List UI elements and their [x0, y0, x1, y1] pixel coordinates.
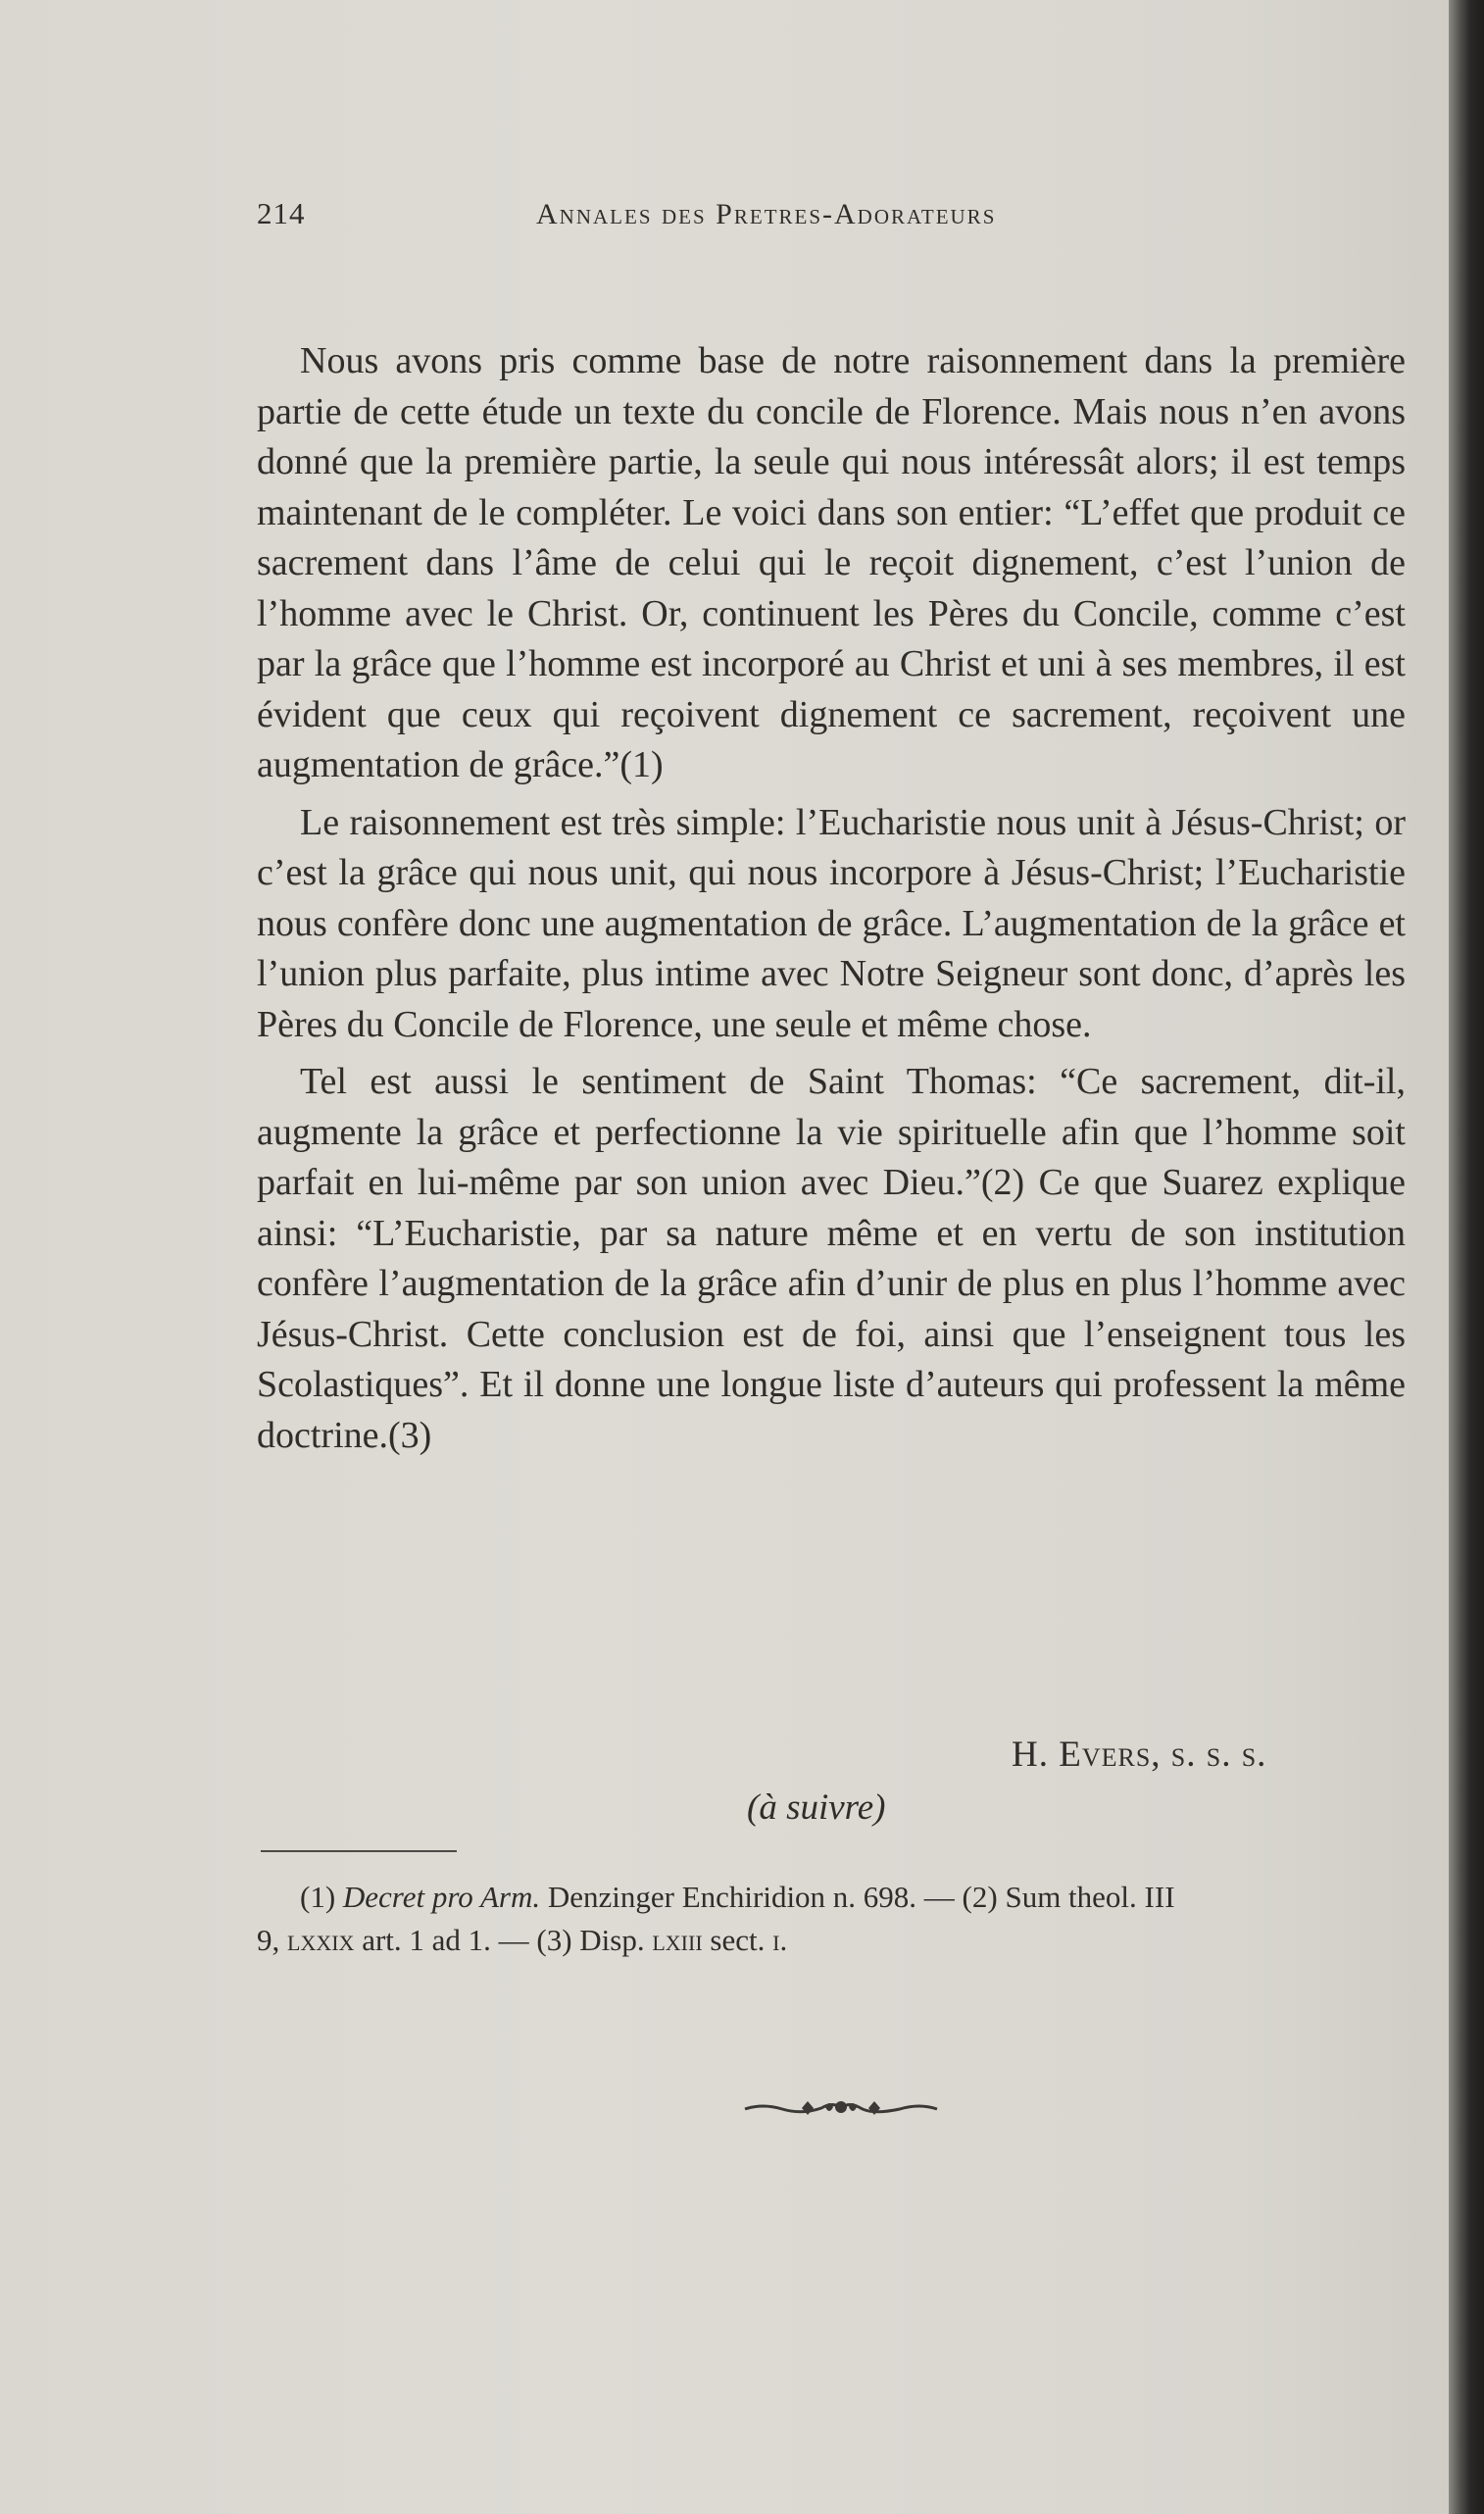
footnote-rest-2: sect. — [710, 1923, 766, 1957]
footnote-part: III — [1144, 1880, 1175, 1914]
footnote-text: Denzinger Enchiridion n. 698. — (2) Sum theol. — [547, 1880, 1137, 1914]
footnote-line-2 — [257, 1919, 1413, 1962]
footnote-roman-2: lxiii — [652, 1923, 703, 1957]
book-spine-edge — [1449, 0, 1484, 2514]
ornament-divider — [743, 2093, 939, 2123]
footnote-title: Decret pro Arm. — [342, 1880, 541, 1914]
author-order: s. s. s. — [1170, 1735, 1267, 1775]
paragraph-3: Tel est aussi le sentiment de Saint Thomas: “Ce sacrement, dit-il, augmente la grâce et perfectionne la vie spirituelle afin que l’homme soit parfait en lui-même par son union avec Dieu.”(2) Ce que Suarez explique ainsi: “L’Eucharistie, par sa nature même et en vertu de son institution confère l’augmentation de la grâce afin d’unir de plus en plus l’homme avec Jésus-Christ. Cette conclusion est de foi, ainsi que l’enseignent tous les Scolastiques”. Et il donne une longue liste d’auteurs qui professent la même doctrine.(3) — [257, 1061, 1406, 1456]
paragraph-2: Le raisonnement est très simple: l’Eucharistie nous unit à Jésus-Christ; or c’est la grâce qui nous unit, qui nous incorpore à Jésus-Christ; l’Eucharistie nous confère donc une augmentation de grâce. L’augmentation de la grâce et l’union plus parfaite, plus intime avec Notre Seigneur sont donc, d’après les Pères du Concile de Florence, une seule et même chose. — [257, 801, 1406, 1045]
page-header — [257, 196, 1413, 245]
to-be-continued: (à suivre) — [747, 1787, 886, 1828]
author-name: H. Evers, — [1012, 1735, 1162, 1775]
footnote-roman-1: lxxix — [287, 1923, 355, 1957]
page-number: 214 — [257, 196, 306, 230]
footnotes — [257, 1876, 1413, 1962]
running-title: Annales des Pretres-Adorateurs — [536, 198, 997, 230]
footnote-rest-1: art. 1 ad 1. — (3) Disp. — [362, 1923, 645, 1957]
body-text — [257, 336, 1406, 1468]
footnote-question: 9, — [257, 1923, 280, 1957]
paragraph-1: Nous avons pris comme base de notre raisonnement dans la première partie de cette étude un texte du concile de Florence. Mais nous n’en avons donné que la première partie, la seule qui nous intéressât alors; il est temps maintenant de le compléter. Le voici dans son entier: “L’effet que produit ce sacrement dans l’âme de celui qui le reçoit dignement, c’est l’union de l’homme avec le Christ. Or, continuent les Pères du Concile, comme c’est par la grâce que l’homme est incorporé au Christ et uni à ses membres, il est évident que ceux qui reçoivent dignement ce sacrement, reçoivent une augmentation de grâce.”(1) — [257, 340, 1406, 785]
footnote-line-1 — [257, 1876, 1413, 1919]
author-signature — [1012, 1734, 1266, 1776]
footnote-rule — [261, 1850, 457, 1852]
footnote-marker: (1) — [300, 1880, 336, 1914]
footnote-section: i. — [772, 1923, 788, 1957]
